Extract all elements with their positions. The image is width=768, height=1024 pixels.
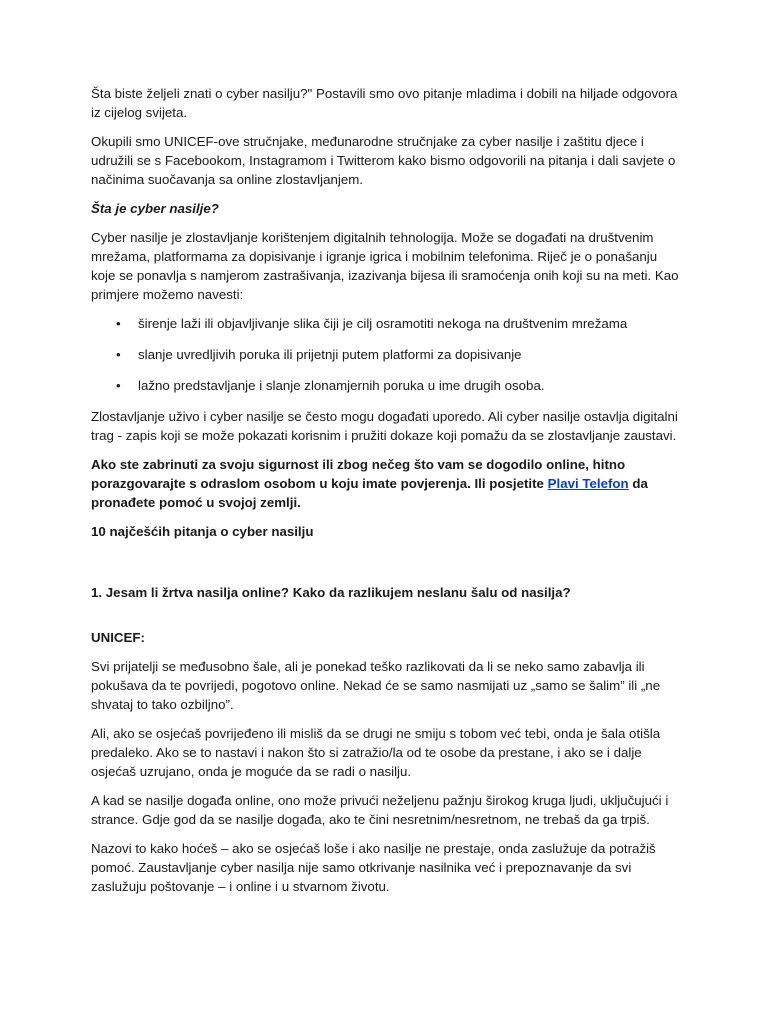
help-paragraph [91, 455, 681, 512]
list-item [91, 345, 681, 364]
question-1-heading: 1. Jesam li žrtva nasilja online? Kako da razlikujem neslanu šalu od nasilja? [91, 585, 571, 600]
answer-paragraph-3: A kad se nasilje događa online, ono može privući neželjenu pažnju širokog kruga ljudi, uključujući i strance. Gdje god da se nasilje događa, ako te čini nesretnim/nesretnom, ne trebaš da ga trpiš. [91, 793, 669, 827]
section-heading-what-is: Šta je cyber nasilje? [91, 201, 219, 216]
definition-paragraph: Cyber nasilje je zlostavljanje korištenjem digitalnih tehnologija. Može se događati na društvenim mrežama, platformama za dopisivanje i igranje igrica i mobilnim telefonima. Riječ je o ponašanju koje se ponavlja s namjerom zastrašivanja, izazivanja bijesa ili sramoćenja onih koji su na meti. Kao primjere možemo navesti: [91, 230, 679, 302]
comparison-paragraph: Zlostavljanje uživo i cyber nasilje se često mogu događati uporedo. Ali cyber nasilje ostavlja digitalni trag - zapis koji se može pokazati korisnim i pružiti dokaze koji pomažu da se zlostavljanje zaustavi. [91, 409, 678, 443]
spacer [91, 551, 681, 583]
list-item-text: lažno predstavljanje i slanje zlonamjernih poruka u ime drugih osoba. [138, 378, 545, 393]
answer-label: UNICEF: [91, 630, 145, 645]
examples-list [91, 314, 681, 395]
faq-heading: 10 najčešćih pitanja o cyber nasilju [91, 524, 314, 539]
list-item-text: slanje uvredljivih poruka ili prijetnji putem platformi za dopisivanje [138, 347, 522, 362]
spacer [91, 612, 681, 628]
intro-paragraph-2: Okupili smo UNICEF-ove stručnjake, međunarodne stručnjake za cyber nasilje i zaštitu djece i udružili se s Facebookom, Instagramom i Twitterom kako bismo odgovorili na pitanja i dali savjete o načinima suočavanja sa online zlostavljanjem. [91, 134, 676, 187]
bullet-icon: • [116, 347, 121, 362]
bullet-icon: • [116, 316, 121, 331]
help-text-after: da pronađete pomoć u svojoj zemlji. [91, 476, 648, 510]
bullet-icon: • [116, 378, 121, 393]
answer-paragraph-2: Ali, ako se osjećaš povrijeđeno ili misliš da se drugi ne smiju s tobom već tebi, onda je šala otišla predaleko. Ako se to nastavi i nakon što si zatražio/la od te osobe da prestane, i ako se i dalje osjećaš uzrujano, onda je moguće da se radi o nasilju. [91, 726, 661, 779]
answer-paragraph-4: Nazovi to kako hoćeš – ako se osjećaš loše i ako nasilje ne prestaje, onda zaslužuje da potražiš pomoć. Zaustavljanje cyber nasilja nije samo otkrivanje nasilnika već i prepoznavanje da svi zaslužuju poštovanje – i online i u stvarnom životu. [91, 841, 656, 894]
list-item [91, 314, 681, 333]
document-page [91, 84, 681, 906]
plavi-telefon-link[interactable]: Plavi Telefon [547, 476, 629, 491]
help-text-before: Ako ste zabrinuti za svoju sigurnost ili zbog nečeg što vam se dogodilo online, hitno porazgovarajte s odraslom osobom u koju imate povjerenja. Ili posjetite [91, 457, 626, 491]
intro-paragraph-1: Šta biste željeli znati o cyber nasilju?" Postavili smo ovo pitanje mladima i dobili na hiljade odgovora iz cijelog svijeta. [91, 86, 678, 120]
list-item-text: širenje laži ili objavljivanje slika čiji je cilj osramotiti nekoga na društvenim mrežama [138, 316, 628, 331]
answer-paragraph-1: Svi prijatelji se međusobno šale, ali je ponekad teško razlikovati da li se neko samo zabavlja ili pokušava da te povrijedi, pogotovo online. Nekad će se samo nasmijati uz „samo se šalim” ili „ne shvataj to tako ozbiljno”. [91, 659, 661, 712]
list-item [91, 376, 681, 395]
